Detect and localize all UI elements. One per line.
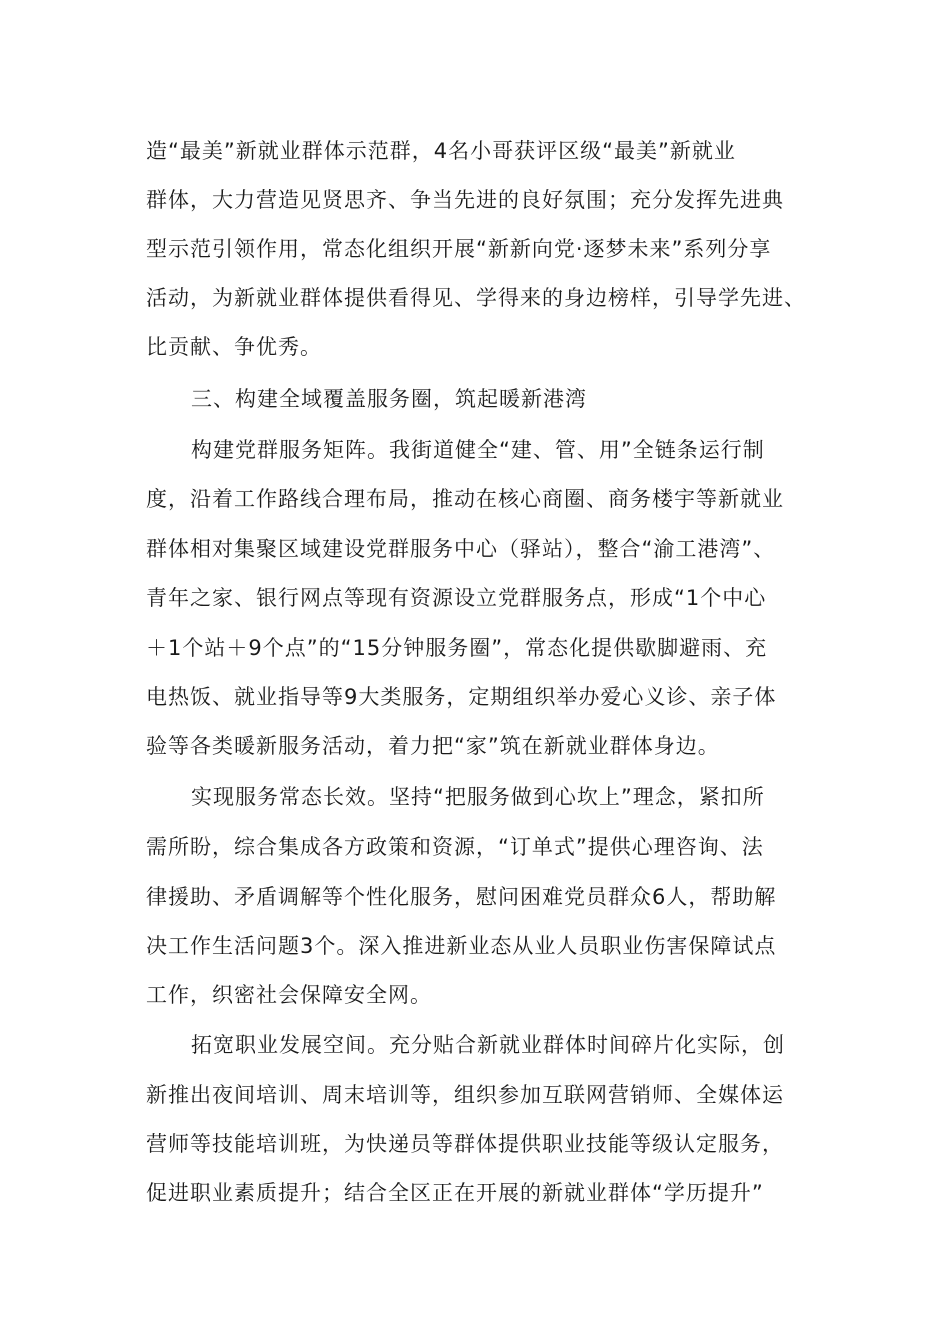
body-line-1: 造“最美”新就业群体示范群，4名小哥获评区级“最美”新就业 [146,139,736,163]
body-line-18: 工作，织密社会保障安全网。 [146,983,432,1007]
body-line-13: 验等各类暖新服务活动，着力把“家”筑在新就业群体身边。 [146,734,720,758]
body-line-2: 群体，大力营造见贤思齐、争当先进的良好氛围；充分发挥先进典 [146,188,784,212]
section-heading: 三、构建全域覆盖服务圈，筑起暖新港湾 [191,387,587,411]
body-line-7: 构建党群服务矩阵。我街道健全“建、管、用”全链条运行制 [191,438,765,462]
body-line-14: 实现服务常态长效。坚持“把服务做到心坎上”理念，紧扣所 [191,785,765,809]
body-line-17: 决工作生活问题3个。深入推进新业态从业人员职业伤害保障试点 [146,934,777,958]
body-line-22: 促进职业素质提升；结合全区正在开展的新就业群体“学历提升” [146,1181,764,1205]
body-line-15: 需所盼，综合集成各方政策和资源，“订单式”提供心理咨询、法 [146,835,764,859]
body-line-10: 青年之家、银行网点等现有资源设立党群服务点，形成“1个中心 [146,586,767,610]
body-line-8: 度，沿着工作路线合理布局，推动在核心商圈、商务楼宇等新就业 [146,487,784,511]
body-line-21: 营师等技能培训班，为快递员等群体提供职业技能等级认定服务， [146,1132,784,1156]
body-line-9: 群体相对集聚区域建设党群服务中心（驿站），整合“渝工港湾”、 [146,537,776,561]
body-line-12: 电热饭、就业指导等9大类服务，定期组织举办爱心义诊、亲子体 [146,685,777,709]
body-line-20: 新推出夜间培训、周末培训等，组织参加互联网营销师、全媒体运 [146,1083,784,1107]
body-line-4: 活动，为新就业群体提供看得见、学得来的身边榜样，引导学先进、 [146,286,806,310]
body-line-16: 律援助、矛盾调解等个性化服务，慰问困难党员群众6人，帮助解 [146,885,777,909]
body-line-11: ＋1个站＋9个点”的“15分钟服务圈”，常态化提供歇脚避雨、充 [146,636,768,660]
body-line-19: 拓宽职业发展空间。充分贴合新就业群体时间碎片化实际，创 [191,1033,785,1057]
body-line-5: 比贡献、争优秀。 [146,335,322,359]
body-line-3: 型示范引领作用，常态化组织开展“新新向党·逐梦未来”系列分享 [146,237,772,261]
